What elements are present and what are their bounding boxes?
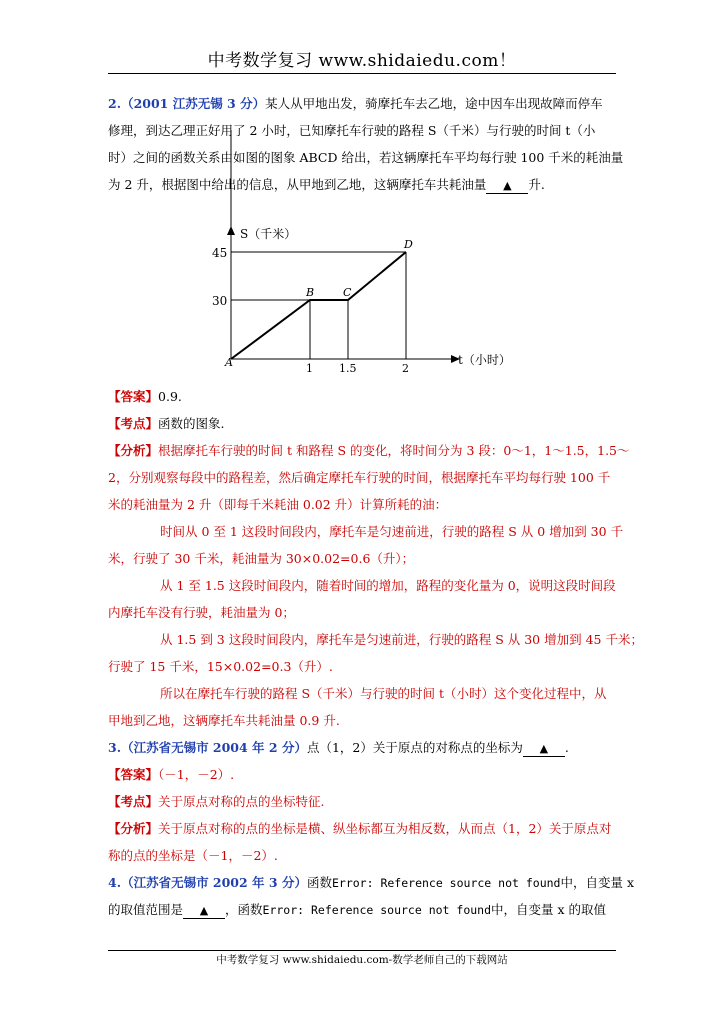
q4-text-1: 函数 [306, 875, 332, 890]
q2-line-1 [108, 93, 618, 120]
q3-number: 3. [108, 740, 122, 755]
q2-line-2: 修理，到达乙理正好用了 2 小时，已知摩托车行驶的路程 S（千米）与行驶的时间 t（小 [108, 123, 596, 138]
q3-answer: （－1，－2）. [158, 767, 235, 782]
q2-analysis-label: 【分析】 [108, 443, 159, 458]
q4-error-1: Error: Reference source not found [331, 876, 561, 890]
q2-answer-blank [486, 178, 528, 194]
q2-para4-a: 所以在摩托车行驶的路程 S（千米）与行驶的时间 t（小时）这个变化过程中，从 [160, 686, 607, 701]
point-d-label: D [404, 238, 413, 251]
q2-para1-b: 米，行驶了 30 千米，耗油量为 30×0.02=0.6（升）； [108, 551, 415, 566]
q2-analysis-line-2: 2，分别观察每段中的路程差，然后确定摩托车行驶的时间，根据摩托车平均每行驶 100 千 [108, 470, 611, 485]
q3-analysis-1: 关于原点对称的点的坐标是横、纵坐标都互为相反数，从而点（1，2）关于原点对 [158, 821, 612, 836]
q2-para2-a: 从 1 至 1.5 这段时间段内，随着时间的增加，路程的变化量为 0，说明这段时间段 [160, 578, 616, 593]
q4-answer-blank [183, 903, 225, 919]
page-footer: 中考数学复习 www.shidaiedu.com-数学老师自己的下载网站 [216, 954, 508, 966]
q4-number: 4. [108, 875, 122, 890]
q3-line [108, 737, 618, 764]
y-tick-45: 45 [212, 246, 228, 260]
q2-para4-b: 甲地到乙地，这辆摩托车共耗油量 0.9 升. [108, 713, 340, 728]
y-axis-arrow [227, 226, 235, 235]
q2-analysis-line-1 [108, 440, 630, 467]
q2-para3-b: 行驶了 15 千米，15×0.02=0.3（升）. [108, 659, 333, 674]
q2-text-4b: 升. [528, 177, 545, 192]
point-c-label: C [343, 286, 352, 299]
q4-text-3: 的取值范围是 [108, 902, 184, 917]
point-b-label: B [306, 286, 315, 299]
triangle-icon: ▲ [199, 904, 209, 917]
x-tick-15: 1.5 [339, 362, 357, 375]
q4-line-1 [108, 872, 634, 899]
q2-answer-label: 【答案】 [108, 389, 159, 404]
page-header: 中考数学复习 www.shidaiedu.com！ [207, 51, 517, 71]
q4-line-2 [108, 899, 618, 926]
q2-number: 2. [108, 96, 122, 111]
triangle-icon: ▲ [539, 742, 549, 755]
x-tick-2: 2 [402, 362, 409, 375]
q3-answer-label: 【答案】 [108, 767, 159, 782]
point-a-label: A [225, 356, 233, 369]
q4-text-4: ，函数 [225, 902, 263, 917]
x-axis-label: t（小时） [458, 353, 511, 367]
q2-point-line [108, 413, 618, 440]
distance-time-graph [108, 206, 618, 376]
header-divider [108, 73, 616, 74]
q4-error-2: Error: Reference source not found [262, 903, 492, 917]
q3-source: （江苏省无锡市 2004 年 2 分） [121, 740, 307, 755]
q3-end: . [564, 740, 569, 755]
document-body [108, 93, 643, 926]
q3-point: 关于原点对称的点的坐标特征. [158, 794, 325, 809]
q2-point-label: 【考点】 [108, 416, 159, 431]
q4-text-5: 中，自变量 x 的取值 [491, 902, 607, 917]
q3-analysis-line-2: 称的点的坐标是（－1，－2）. [108, 848, 278, 863]
q4-source: （江苏省无锡市 2002 年 3 分） [121, 875, 307, 890]
q2-point: 函数的图象. [158, 416, 225, 431]
q2-analysis-line-3: 米的耗油量为 2 升（即每千米耗油 0.02 升）计算所耗的油： [108, 497, 448, 512]
graph-svg [108, 206, 528, 376]
q3-answer-line [108, 764, 618, 791]
q2-source: （2001 江苏无锡 3 分） [121, 96, 266, 111]
q3-answer-blank [523, 741, 565, 757]
q3-analysis-label: 【分析】 [108, 821, 159, 836]
q2-line-3: 时）之间的函数关系由如图的图象 ABCD 给出，若这辆摩托车平均每行驶 100 千米的耗油量 [108, 150, 624, 165]
q3-point-line [108, 791, 618, 818]
function-line-abcd [231, 252, 406, 359]
q2-text-1: 某人从甲地出发，骑摩托车去乙地，途中因车出现故障而停车 [265, 96, 603, 111]
footer-divider [108, 950, 616, 951]
q2-line-4 [108, 174, 618, 201]
x-tick-1: 1 [306, 362, 313, 375]
y-tick-30: 30 [212, 294, 228, 308]
q2-para3-a: 从 1.5 到 3 这段时间段内，摩托车是匀速前进，行驶的路程 S 从 30 增加到 45 千米； [160, 632, 643, 647]
q2-answer-line [108, 386, 618, 413]
q2-para1-a: 时间从 0 至 1 这段时间段内，摩托车是匀速前进，行驶的路程 S 从 0 增加到 30 千 [160, 524, 624, 539]
triangle-icon: ▲ [503, 179, 512, 192]
q3-point-label: 【考点】 [108, 794, 159, 809]
q3-analysis-line-1 [108, 818, 618, 845]
q3-text: 点（1，2）关于原点的对称点的坐标为 [306, 740, 523, 755]
q2-para2-b: 内摩托车没有行驶，耗油量为 0； [108, 605, 295, 620]
y-axis-label: S（千米） [240, 227, 297, 241]
q2-analysis-1: 根据摩托车行驶的时间 t 和路程 S 的变化，将时间分为 3 段：0～1，1～1.5，1.5～ [158, 443, 630, 458]
q2-text-4a: 为 2 升，根据图中给出的信息，从甲地到乙地，这辆摩托车共耗油量 [108, 177, 487, 192]
q2-answer: 0.9. [158, 389, 182, 404]
q4-text-2: 中，自变量 x [560, 875, 634, 890]
